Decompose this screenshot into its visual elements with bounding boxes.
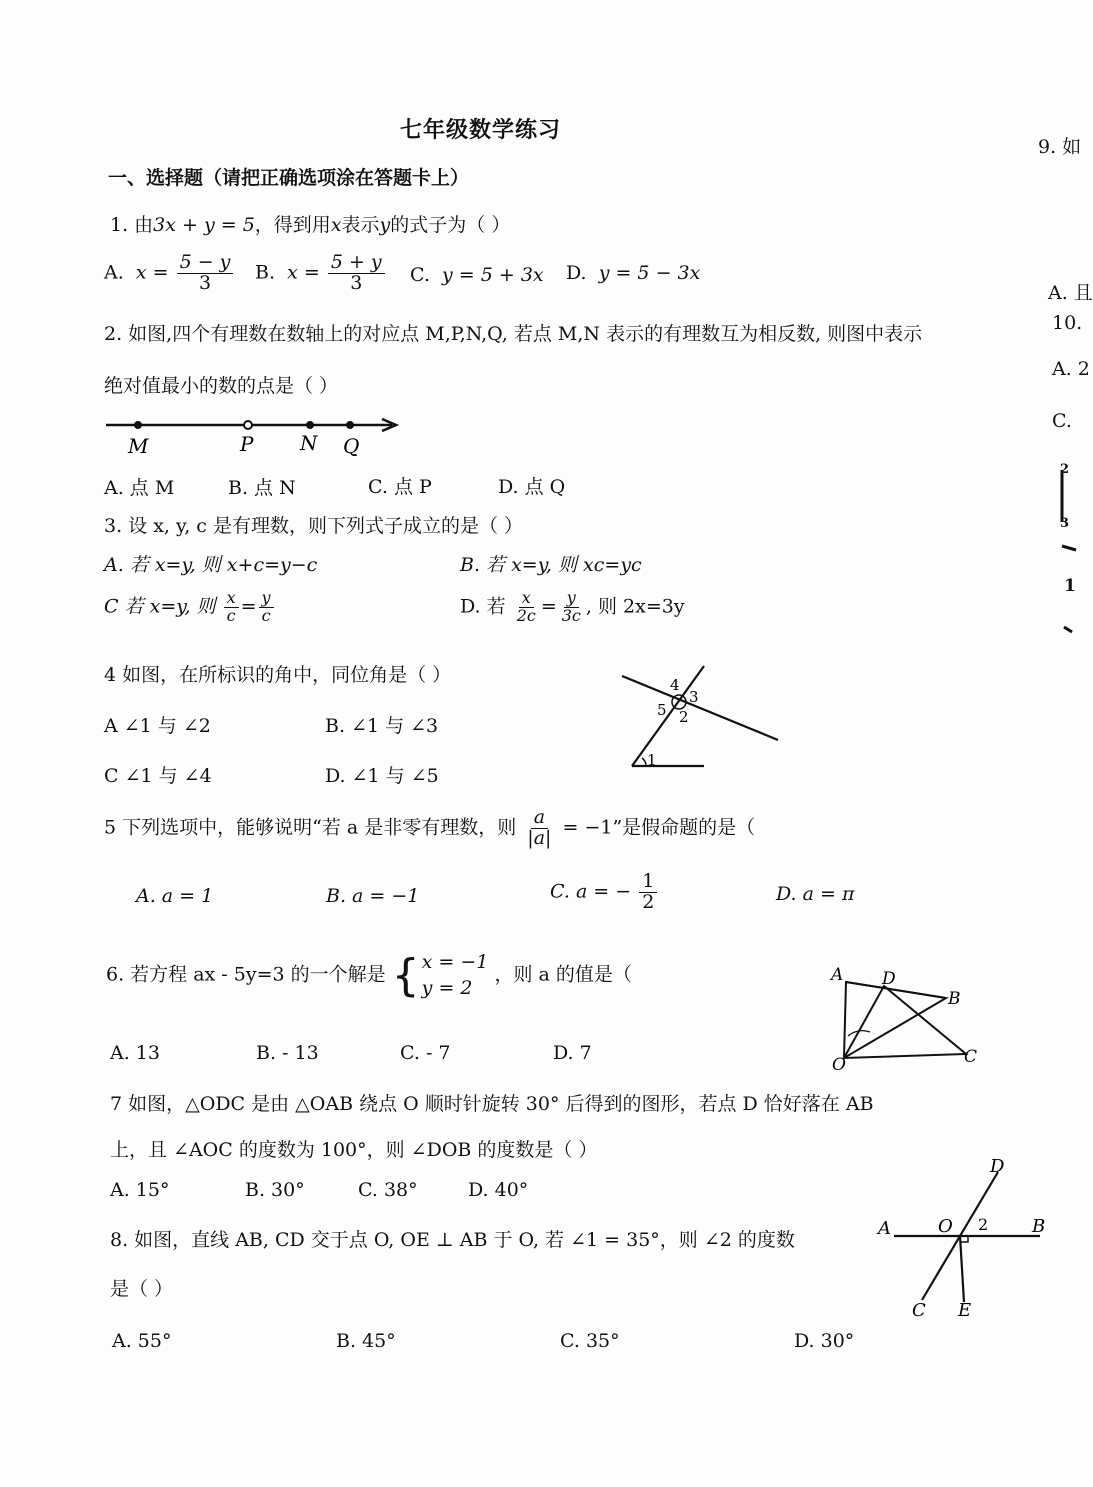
question-8-stem-line2: 是（ ） xyxy=(110,1278,174,1300)
question-8-option-c: C. 35° xyxy=(560,1330,620,1352)
question-4-option-c: C ∠1 与 ∠4 xyxy=(104,765,212,787)
question-4-option-d: D. ∠1 与 ∠5 xyxy=(325,765,439,787)
question-5-option-a: A. a = 1 xyxy=(136,885,214,907)
label-angle-2: 2 xyxy=(679,708,689,726)
point-p xyxy=(244,421,252,429)
label-c: C xyxy=(964,1047,978,1067)
question-8-lines-figure xyxy=(872,1150,1052,1325)
question-7-option-d: D. 40° xyxy=(468,1179,529,1201)
label-p: P xyxy=(240,432,254,456)
question-8-stem-line1: 8. 如图，直线 AB, CD 交于点 O, OE ⊥ AB 于 O, 若 ∠1 = 35°，则 ∠2 的度数 xyxy=(110,1229,795,1251)
number-line-figure xyxy=(100,410,410,460)
label-q: Q xyxy=(343,434,360,458)
question-4-option-b: B. ∠1 与 ∠3 xyxy=(325,715,439,737)
question-5-option-b: B. a = −1 xyxy=(326,885,420,907)
label-a: A xyxy=(831,965,844,985)
question-1-option-b: B. x = $\frac{5 + y}{3}$ xyxy=(255,253,387,294)
question-2-stem-line2: 绝对值最小的数的点是（ ） xyxy=(104,375,339,397)
label-b: B xyxy=(948,989,961,1009)
label-c: C xyxy=(912,1300,926,1321)
triangle-oab xyxy=(844,982,946,1058)
label-angle-1: 1 xyxy=(647,751,657,769)
question-6-stem: 6. 若方程 ax - 5y=3 的一个解是 { x = −1 y = 2 ，则 a 的值是（ xyxy=(106,949,632,1001)
angle-1-arc xyxy=(642,758,646,766)
question-3-stem: 3. 设 x, y, c 是有理数，则下列式子成立的是（ ） xyxy=(104,515,524,537)
question-8-option-d: D. 30° xyxy=(794,1330,855,1352)
label-angle-3: 3 xyxy=(689,688,699,706)
label-angle-4: 4 xyxy=(670,676,680,694)
question-6-option-a: A. 13 xyxy=(110,1042,160,1064)
question-6-rotation-figure xyxy=(826,962,986,1075)
question-7-stem-line1: 7 如图，△ODC 是由 △OAB 绕点 O 顺时针旋转 30° 后得到的图形，若点 D 恰好落在 AB xyxy=(110,1093,874,1115)
label-d: D xyxy=(990,1156,1005,1177)
label-b: B xyxy=(1032,1216,1046,1237)
question-7-stem-line2: 上，且 ∠AOC 的度数为 100°，则 ∠DOB 的度数是（ ） xyxy=(110,1139,598,1161)
margin-fragment-a: A. 且 xyxy=(1048,282,1093,304)
point-m xyxy=(134,421,142,429)
question-1-option-c: C. y = 5 + 3x xyxy=(410,264,544,286)
margin-fragment-figure xyxy=(1056,462,1080,622)
question-6-option-d: D. 7 xyxy=(553,1042,592,1064)
question-5-option-c: C. a = − $\frac{1}{2}$ xyxy=(550,872,659,913)
question-3-option-c: C 若 x=y, 则 $\frac{x}{c}$ = $\frac{y}{c}$ xyxy=(104,590,276,625)
point-n xyxy=(306,421,314,429)
question-1-stem: 1. 由3x + y = 5，得到用x表示y的式子为（ ） xyxy=(110,214,511,236)
label-o: O xyxy=(938,1216,953,1237)
label-d: D xyxy=(882,969,896,989)
question-5-stem: 5 下列选项中，能够说明“若 a 是非零有理数，则 $\frac{a}{|a|}$ = −1”是假命题的是（ xyxy=(104,806,756,849)
question-2-option-c: C. 点 P xyxy=(368,476,432,498)
question-8-option-b: B. 45° xyxy=(336,1330,396,1352)
question-8-option-a: A. 55° xyxy=(112,1330,172,1352)
question-1-option-a: A. x = $\frac{5 - y}{3}$ xyxy=(104,253,235,294)
label-n: N xyxy=(300,431,318,455)
question-1-option-d: D. y = 5 − 3x xyxy=(566,262,701,284)
question-2-stem-line1: 2. 如图,四个有理数在数轴上的对应点 M,P,N,Q, 若点 M,N 表示的有理数互为相反数, 则图中表示 xyxy=(104,323,923,345)
slanted-line xyxy=(632,666,704,766)
margin-fragment-3: 3 xyxy=(1060,516,1070,531)
margin-fragment-1: 1 xyxy=(1064,576,1076,596)
label-angle-5: 5 xyxy=(657,701,667,719)
question-2-option-b: B. 点 N xyxy=(228,477,296,499)
question-4-angle-figure xyxy=(612,658,792,778)
question-4-stem: 4 如图，在所标识的角中，同位角是（ ） xyxy=(104,664,452,686)
question-3-option-a: A. 若 x=y, 则 x+c=y−c xyxy=(104,554,318,576)
margin-fragment-q9: 9. 如 xyxy=(1038,136,1082,158)
question-3-option-d: D. 若 $\frac{x}{2c}$ = $\frac{y}{3c}$ , 则 2x=3y xyxy=(460,588,685,625)
question-4-option-a: A ∠1 与 ∠2 xyxy=(104,715,211,737)
label-a: A xyxy=(878,1218,891,1239)
ray-oe xyxy=(960,1236,964,1302)
question-6-option-c: C. - 7 xyxy=(400,1042,451,1064)
label-o: O xyxy=(832,1055,846,1075)
question-7-option-b: B. 30° xyxy=(245,1179,305,1201)
question-6-option-b: B. - 13 xyxy=(256,1042,319,1064)
margin-fragment-a2: A. 2 xyxy=(1052,358,1090,380)
section-heading-choice: 一、选择题（请把正确选项涂在答题卡上） xyxy=(108,167,470,189)
label-angle-2: 2 xyxy=(978,1215,989,1234)
question-2-option-a: A. 点 M xyxy=(104,477,175,499)
transversal-line xyxy=(622,676,778,740)
question-5-option-d: D. a = π xyxy=(776,883,855,905)
question-7-option-c: C. 38° xyxy=(358,1179,418,1201)
margin-fragment-q10: 10. xyxy=(1052,312,1083,334)
question-2-option-d: D. 点 Q xyxy=(498,476,566,498)
page-title: 七年级数学练习 xyxy=(400,117,562,143)
margin-fragment-c: C. xyxy=(1052,410,1072,432)
question-7-option-a: A. 15° xyxy=(110,1179,170,1201)
label-m: M xyxy=(128,434,149,458)
label-e: E xyxy=(958,1300,972,1321)
margin-fragment-2: 2 xyxy=(1060,462,1070,477)
question-3-option-b: B. 若 x=y, 则 xc=yc xyxy=(460,554,642,576)
point-q xyxy=(346,421,354,429)
